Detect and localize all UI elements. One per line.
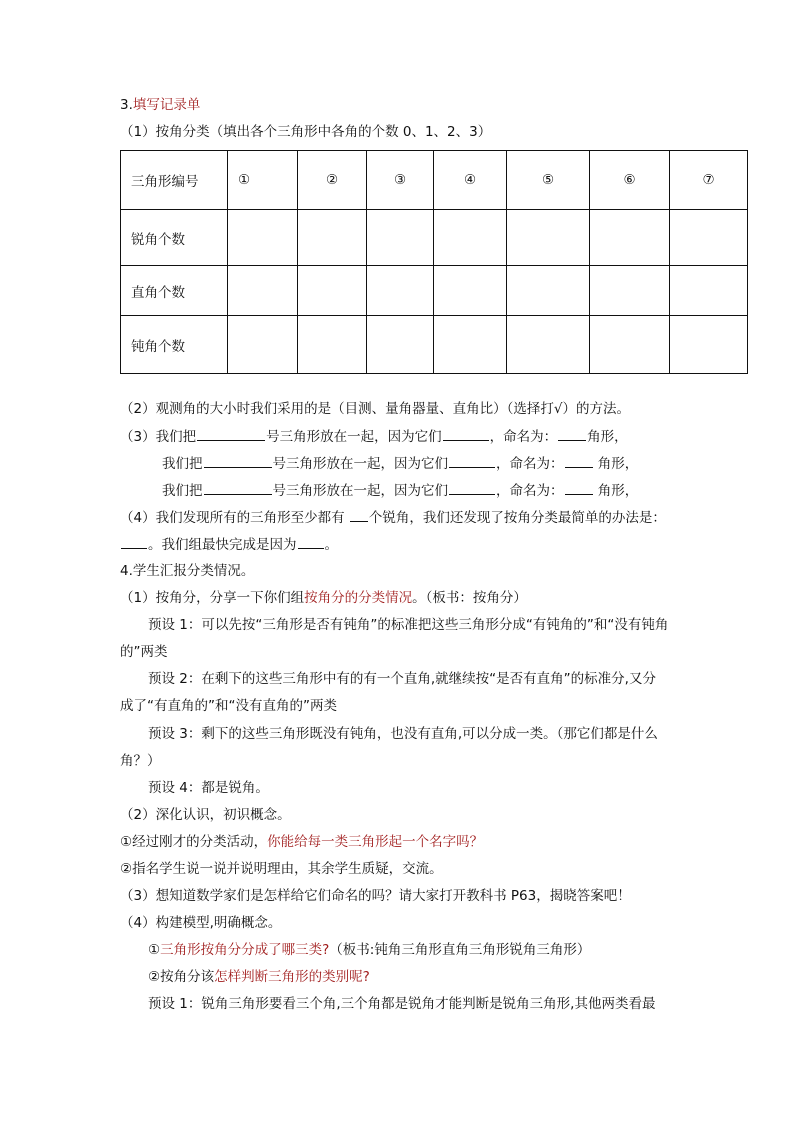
- preset-2-line-2: 成了“有直角的”和“没有直角的”两类: [120, 698, 337, 714]
- triangle-number-2: ②: [298, 151, 367, 210]
- blank-field[interactable]: [204, 454, 272, 468]
- blank-field[interactable]: [350, 508, 368, 522]
- c1-text: ①经过刚才的分类活动，你能给每一类三角形起一个名字吗？: [120, 834, 484, 850]
- table-cell[interactable]: [590, 210, 670, 266]
- section-3-title-text: 填写记录单: [132, 97, 201, 113]
- blank-field[interactable]: [197, 427, 265, 441]
- table-header-row: [121, 151, 748, 210]
- table-cell[interactable]: [434, 210, 507, 266]
- q2-text: （2）观测角的大小时我们采用的是（目测、量角器量、直角比）（选择打√）的方法。: [120, 401, 630, 417]
- table-cell[interactable]: [434, 266, 507, 316]
- table-cell[interactable]: [507, 266, 590, 316]
- p4-text: （4）构建模型,明确概念。: [120, 915, 282, 931]
- blank-field[interactable]: [121, 535, 147, 549]
- triangle-number-3: ③: [367, 151, 434, 210]
- triangle-number-4: ④: [434, 151, 507, 210]
- p2-text: （2）深化认识，初识概念。: [120, 807, 291, 823]
- table-header-label: 三角形编号: [121, 151, 228, 210]
- table-cell[interactable]: [670, 210, 748, 266]
- table-cell[interactable]: [507, 316, 590, 374]
- blank-field[interactable]: [298, 535, 324, 549]
- table-cell[interactable]: [298, 266, 367, 316]
- table-cell[interactable]: [228, 210, 298, 266]
- table-cell[interactable]: [228, 266, 298, 316]
- table-cell[interactable]: [228, 316, 298, 374]
- triangle-number-5: ⑤: [507, 151, 590, 210]
- p3-text: （3）想知道数学家们是怎样给它们命名的吗？请大家打开教科书 P63，揭晓答案吧！: [120, 888, 631, 904]
- blank-field[interactable]: [558, 427, 586, 441]
- q4-line-1: （4）我们发现所有的三角形至少都有 个锐角，我们还发现了按角分类最简单的办法是：: [120, 510, 666, 526]
- row-label-right: 直角个数: [121, 266, 228, 316]
- q3-line-2: 我们把 号三角形放在一起，因为它们 ，命名为： 角形，: [162, 456, 639, 472]
- record-table: [120, 150, 748, 374]
- blank-field[interactable]: [449, 454, 495, 468]
- preset-1-line-2: 的”两类: [120, 644, 168, 660]
- q1-title: （1）按角分类（填出各个三角形中各角的个数 0、1、2、3）: [120, 124, 492, 140]
- q3-line-3: 我们把 号三角形放在一起，因为它们 ，命名为： 角形，: [162, 483, 639, 499]
- blank-field[interactable]: [449, 481, 495, 495]
- table-cell[interactable]: [434, 316, 507, 374]
- table-cell[interactable]: [670, 316, 748, 374]
- preset-3-line-2: 角？）: [120, 753, 161, 769]
- preset-3-line-1: 预设 3：剩下的这些三角形既没有钝角，也没有直角,可以分成一类。（那它们都是什么: [148, 726, 658, 742]
- table-cell[interactable]: [367, 266, 434, 316]
- table-cell[interactable]: [367, 210, 434, 266]
- table-row-right: [121, 266, 748, 316]
- triangle-number-1: ①: [228, 151, 298, 210]
- preset-4: 预设 4：都是锐角。: [148, 780, 269, 796]
- table-cell[interactable]: [507, 210, 590, 266]
- m1-text: ①三角形按角分分成了哪三类?（板书:钝角三角形直角三角形锐角三角形）: [148, 942, 591, 958]
- q3-line-1: （3）我们把 号三角形放在一起，因为它们 ，命名为： 角形，: [120, 429, 628, 445]
- table-row-obtuse: [121, 316, 748, 374]
- table-cell[interactable]: [367, 316, 434, 374]
- table-cell[interactable]: [298, 316, 367, 374]
- table-row-acute: [121, 210, 748, 266]
- table-cell[interactable]: [590, 266, 670, 316]
- preset-2-line-1: 预设 2：在剩下的这些三角形中有的有一个直角,就继续按“是否有直角”的标准分,又分: [148, 671, 656, 687]
- preset-1-line-1: 预设 1：可以先按“三角形是否有钝角”的标准把这些三角形分成“有钝角的”和“没有钝角: [148, 617, 669, 633]
- blank-field[interactable]: [565, 454, 593, 468]
- table-cell[interactable]: [298, 210, 367, 266]
- blank-field[interactable]: [204, 481, 272, 495]
- m2-text: ②按角分该怎样判断三角形的类别呢?: [148, 969, 370, 985]
- triangle-number-7: ⑦: [670, 151, 748, 210]
- preset-last: 预设 1：锐角三角形要看三个角,三个角都是锐角才能判断是锐角三角形,其他两类看最: [148, 996, 656, 1012]
- table-cell[interactable]: [590, 316, 670, 374]
- section-4-title: 4.学生汇报分类情况。: [120, 563, 255, 579]
- row-label-acute: 锐角个数: [121, 210, 228, 266]
- q4-line-2: 。我们组最快完成是因为 。: [120, 535, 338, 554]
- blank-field[interactable]: [565, 481, 593, 495]
- triangle-number-6: ⑥: [590, 151, 670, 210]
- c2-text: ②指名学生说一说并说明理由，其余学生质疑，交流。: [120, 861, 443, 877]
- blank-field[interactable]: [443, 427, 489, 441]
- table-cell[interactable]: [670, 266, 748, 316]
- p1-text: （1）按角分，分享一下你们组按角分的分类情况。（板书：按角分）: [120, 590, 527, 606]
- row-label-obtuse: 钝角个数: [121, 316, 228, 374]
- section-3-title: 3.填写记录单: [120, 97, 201, 113]
